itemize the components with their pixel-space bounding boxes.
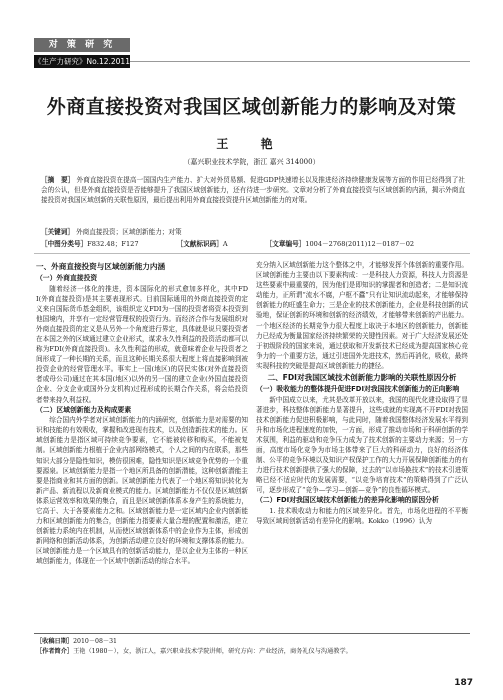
subsection-heading-regional: （二）区域创新能力及构成要素 [36,405,132,414]
author-bio [36,647,470,656]
subsection-heading-positive: （一）吸收能力的整体提升促进FDI对我国技术创新能力的正向影响 [256,385,460,394]
received-value: 2010－08－31 [73,638,117,645]
doc-code-value: A [222,240,228,248]
right-column [256,260,468,526]
abstract-separator [34,253,470,254]
section-heading-1: 一、外商直接投资与区域创新能力内涵 [36,262,166,271]
footnote-rule [34,633,470,634]
article-no-label: ［文章编号］ [265,240,306,248]
paragraph-difference: 1. 技术吸收动力和能力的区域差异化。首先，市场化进程的不平衡导致区域间创新活动有差异化的影响。Kokko（1996）认为 [256,506,468,526]
section-heading-2: 二、FDI对我国区域技术创新能力影响的关联性原因分析 [267,373,457,383]
received-date [36,637,470,646]
article-no-value: 1004－2768(2011)12－0187－02 [305,240,415,248]
abstract-label: ［摘 要］ [41,176,75,184]
received-label: ［收稿日期］ [36,638,74,645]
article-author: 王 艳 [216,137,287,151]
author-affiliation: （嘉兴职业技术学院，浙江 嘉兴 314000） [183,158,320,166]
page-number: 187 [454,678,473,688]
clc-value: F832.48；F127 [87,240,139,248]
keywords [41,227,465,237]
subsection-heading-fdi: （一）外商直接投资 [36,274,98,282]
abstract-text: 外商直接投资在提高一国国内生产能力、扩大对外贸易额、促进GDP快速增长以及推进经济持续健康发展等方面的作用已经得到了社会的公认，但是外商直接投资是否能够提升了我国区域创新能力，还有待进一步研究。文章对分析了外商直接投资与区域创新的内涵，揭示外商直接投资对我国区域创新的关联性原因，最后提出利用外商直接投资提升区域创新能力的对策。 [41,176,465,205]
paragraph-continued: 充分纳入区域创新能力这个整体之中，才能够发挥个体创新的重要作用。区域创新能力主要由以下要素构成：一是科技人力资源，科技人力资源是这些要素中最重要的，因为他们是即知识的掌握者和创造者；二是知识流动能力，正所谓“流水不腐，户枢不蠹”只有让知识流动起来，才能够保持创新能力的旺盛生命力；三是企业的技术创新能力，企业是科技创新的试验地，保证创新的环境和创新的经济绩效，才能够带来创新的产出能力。一个地区经济的长期竞争力很大程度上取决于本地区的创新能力，创新能力已经成为衡量国家经济持续繁荣的关键性因素。对于广大经济发展还处于初级阶段的国家来说，通过获取和开发新技术已经成为提高国家核心竞争力的一个重要方法，通过引进国外先进技术，然后再消化，吸收，最终实现科技的突破是提高区域创新能力的捷径。 [256,261,468,370]
column-tag: 对 策 研 究 [34,38,130,52]
issue-tag: 《生产力研究》No.12.2011 [34,57,130,66]
abstract [41,175,465,206]
keywords-text: 外商直接投资；区域创新能力；对策 [76,228,182,236]
keywords-label: ［关键词］ [41,228,74,236]
header-rule [130,61,470,62]
author-bio-label: ［作者简介］ [36,648,74,655]
left-column [36,260,248,567]
article-title: 外商直接投资对我国区域创新能力的影响及对策 [46,96,457,118]
paragraph-fdi: 随着经济一体化的推进，资本国际化的形式愈加多样化，其中FD I(外商直接投资)是其主要表现形式。目前国际通用的外商直接投资的定义来自国际货币基金组织，该组织定义FDI为一国的投资者将资本投资到他国境内，并享有一定经营管理权的投资行为。而经济合作与发展组织对外商直接投资的定义是从另外一个角度进行界定，具体就是说只要投资者在本国之外的区域通过建立企业形式，谋求永久性利益的投资活动都可以称为FDI(外商直接投资)。永久性利益的形成，就意味着企业与投资者之间形成了一种长期的关系，而且这种长期关系很大程度上将直接影响到被投资企业的经营管理水平。事实上一国(地区)的居民实体(对外直接投资者或母公司)通过在其本国(地区)以外的另一国的建立企业(外国直接投资企业、分支企业或国外分支机构)过程形成的长期合作关系，将会给投资者带来持久利益权。 [36,284,248,404]
classification-line [41,239,465,249]
subsection-heading-difference: （二）FDI对我国区域技术创新能力的差异化影响的原因分析 [256,496,439,505]
paragraph-regional: 综合国内外学者对区域创新能力的内涵研究，创新能力是对需要的知识和技能的有效吸收，掌握和改进现有技术，以及创造新技术的能力。区域创新能力是指区域可持续竞争要素，它不能被转移和购买，不能被复制。区域创新能力根植于企业内部网络模式，个人之间的内在联系，那些知识大部分是隐性知识，模仿很困难，隐性知识是区域竞争优势的一个重要源泉。区域创新能力是指一个地区所具备的创新潜能，这种创新潜能主要是指商业和其方面的创新。区域创新能力代表了一个地区将知识转化为新产品、新流程以及新商业模式的能力。区域创新能力不仅仅是区域创新体系运营效率和效果的集合，而且是区域创新体系本身产生的系统能力，它高于、大于各要素能力之和。区域创新能力是一定区域内企业内创新能力和区域创新能力的集合，创新能力指要素大量合理的配置和激活，建立创新能力系统内在机制，从而使区域创新体系中的企业作为主体，形成创新网络和创新活动体系，为创新活动建立良好的环境和支撑体系的能力。区域创新能力是一个区域具有的创新活动能力，是以企业为主体的一种区域创新能力，体现在一个区域中创新活动的综合水平。 [36,416,248,566]
author-bio-text: 王艳（1980－），女，浙江人，嘉兴职业技术学院讲师，研究方向：产业经济，商务礼仪与沟通教学。 [73,648,352,655]
clc-label: ［中图分类号］ [41,240,88,248]
paragraph-positive: 新中国成立以来，尤其是改革开放以来，我国的现代化建设取得了显著进步，科技整体创新能力显著提升，这些成就的实现离不开FDI对我国技术创新能力促进积极影响，与此同时，随着我国整体经济发展水平得到升和市场化进程速度的加快，一方面，形成了推动市场和于科研创新的学术氛围，利益的驱动和竞争压力成为了技术创新的主要动力来源；另一方面，高度市场化竞争为市场主体带来了巨大的科研动力，良好的经济体制、公平的竞争环境以及知识产权保护工作的大力开展保障创新能力的有力进行技术创新提供了强大的保障，过去的“以市场换技术”的技术引进策略已经不适应时代的发展需要，“以竞争培育技术”的策略得到了广泛认可，逐步形成了“竞争—学习—创新—竞争”的良性循环模式。 [256,395,468,495]
doc-code-label: ［文献标识码］ [176,240,223,248]
